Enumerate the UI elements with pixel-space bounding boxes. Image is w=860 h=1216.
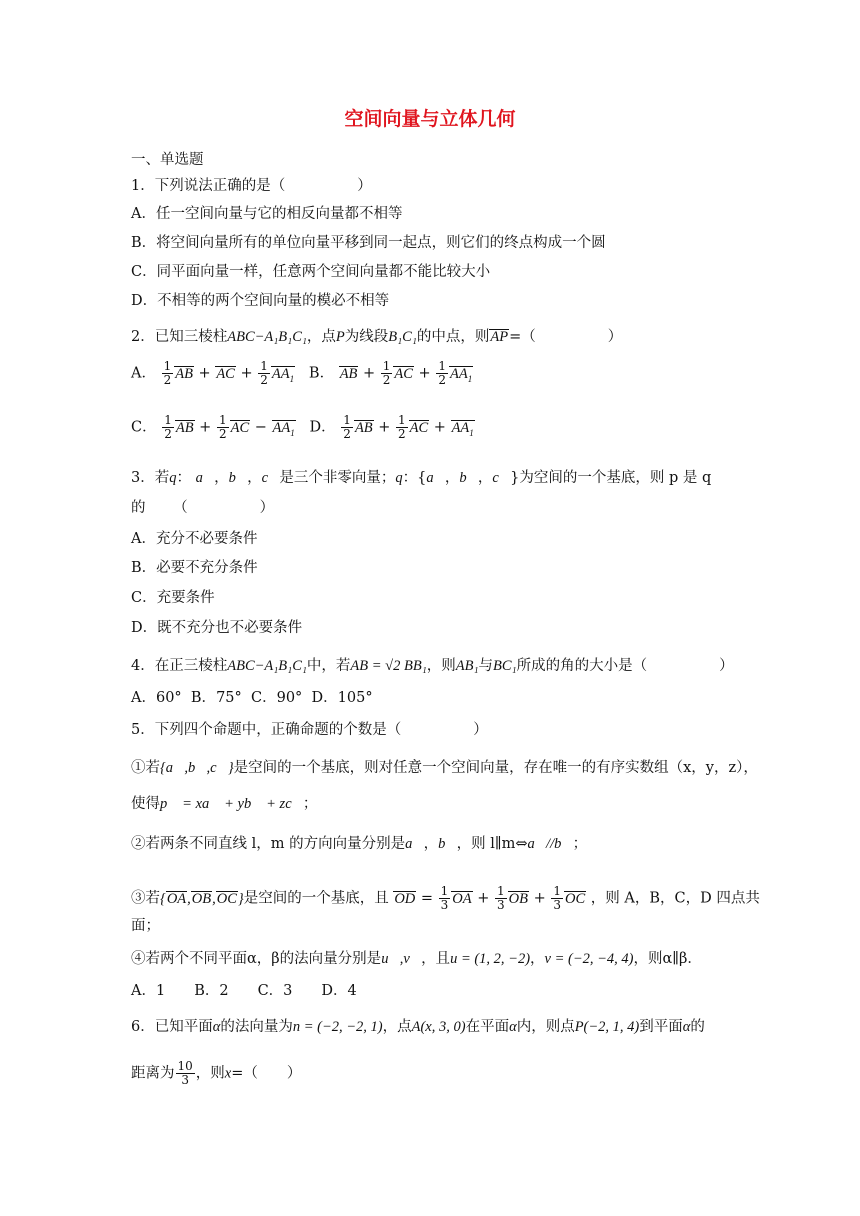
- question-5-statement-1: ①若{a⃗,b⃗,c⃗}是空间的一个基底，则对任意一个空间向量，存在唯一的有序实数组（x，y，z），: [131, 760, 758, 776]
- question-3-option-b: B．必要不充分条件: [131, 560, 258, 576]
- question-2-options-cd: C． $\frac{1}{2}$ AB + $\frac{1}{2}$ AC − $AA_1$ D． $\frac{1}{2}$ AB + $\frac{1}{2}$ AC + $AA_1$: [131, 413, 474, 441]
- question-5-statement-2: ②若两条不同直线 l，m 的方向向量分别是a⃗，b⃗，则 l∥m⇔a⃗//b⃗；: [131, 836, 588, 852]
- question-5-statement-3-cont: 面；: [131, 918, 160, 934]
- question-3-option-d: D．既不充分也不必要条件: [131, 620, 303, 636]
- question-6-stem-cont: 距离为 $\frac{10}{3}$ ，则x=（ ）: [131, 1059, 302, 1087]
- question-1-option-a: A．任一空间向量与它的相反向量都不相等: [131, 206, 403, 222]
- question-3-option-a: A．充分不必要条件: [131, 531, 258, 547]
- question-1-option-b: B．将空间向量所有的单位向量平移到同一起点，则它们的终点构成一个圆: [131, 235, 606, 251]
- question-6-stem: 6．已知平面α的法向量为n = (−2, −2, 1)，点A(x, 3, 0)在平面α内，则点P(−2, 1, 4)到平面α的: [131, 1019, 705, 1035]
- question-5-statement-1-cont: 使得p⃗ = xa⃗ + yb⃗ + zc⃗；: [131, 796, 318, 812]
- section-heading: 一、单选题: [131, 152, 204, 168]
- question-1-stem: 1．下列说法正确的是（ ）: [131, 178, 372, 194]
- question-5-answers: A．1 B．2 C．3 D．4: [131, 983, 357, 999]
- question-4-stem: 4．在正三棱柱ABC−A₁B₁C₁中，若AB = √2 BB₁，则AB₁与BC₁所成的角的大小是（ ）: [131, 658, 734, 674]
- question-3-stem-cont: 的 （ ）: [131, 500, 275, 516]
- question-1-option-c: C．同平面向量一样，任意两个空间向量都不能比较大小: [131, 264, 491, 280]
- document-title: 空间向量与立体几何: [344, 108, 516, 130]
- question-4-options: A．60° B．75° C．90° D．105°: [131, 690, 373, 706]
- question-2-options-ab: A． $\frac{1}{2}$ AB + AC + $\frac{1}{2}$ $AA_1$ B． AB + $\frac{1}{2}$ AC + $\frac{1}{2}$ $AA_1$: [131, 359, 473, 387]
- question-5-statement-3: ③若{OA,OB,OC}是空间的一个基底，且 OD = $\frac{1}{3}$ OA + $\frac{1}{3}$ OB + $\frac{1}{3}$ OC ，则 A，B，C，D 四点共: [131, 884, 760, 912]
- question-3-option-c: C．充要条件: [131, 590, 215, 606]
- question-5-statement-4: ④若两个不同平面α，β的法向量分别是u⃗,v⃗，且u = (1, 2, −2)，v = (−2, −4, 4)，则α∥β．: [131, 951, 702, 967]
- question-5-stem: 5．下列四个命题中，正确命题的个数是（ ）: [131, 722, 488, 738]
- question-3-stem: 3．若q： a⃗，b⃗，c⃗是三个非零向量；q：{a⃗，b⃗，c⃗}为空间的一个基底，则 p 是 q: [131, 470, 712, 486]
- question-2-stem: 2．已知三棱柱ABC−A₁B₁C₁，点P为线段B₁C₁的中点，则AP=（ ）: [131, 329, 623, 345]
- question-1-option-d: D．不相等的两个空间向量的模必不相等: [131, 293, 390, 309]
